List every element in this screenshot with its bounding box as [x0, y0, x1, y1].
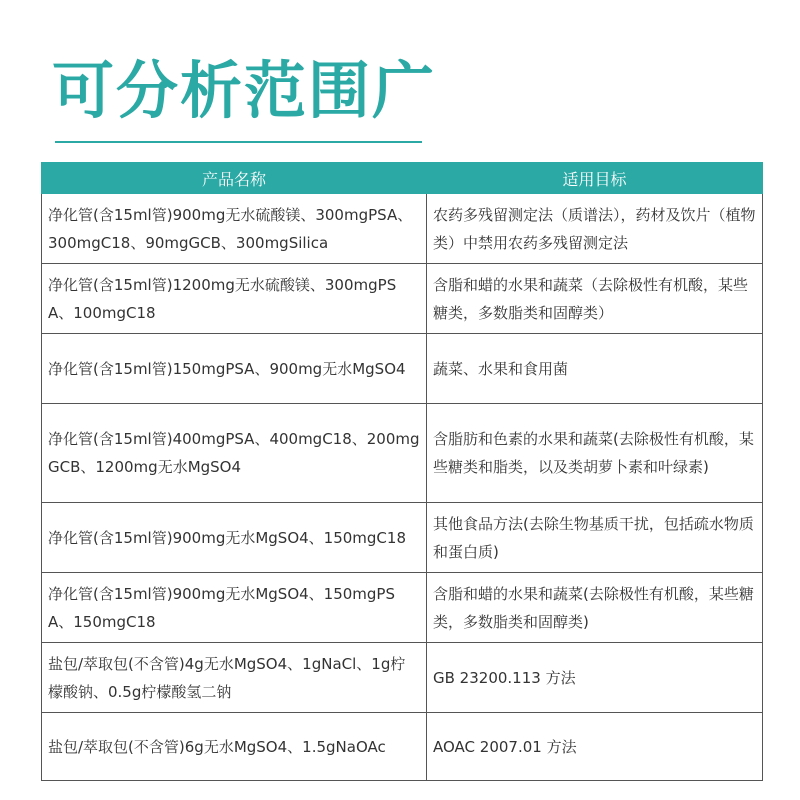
target-cell: 含脂和蜡的水果和蔬菜(去除极性有机酸，某些糖类，多数脂类和固醇类): [427, 573, 763, 643]
table-row: [42, 503, 763, 573]
table-row: [42, 404, 763, 503]
table-header-row: [42, 163, 763, 194]
product-cell: 盐包/萃取包(不含管)4g无水MgSO4、1gNaCl、1g柠檬酸钠、0.5g柠檬酸氢二钠: [42, 643, 427, 713]
table-row: [42, 573, 763, 643]
product-cell: 净化管(含15ml管)900mg无水硫酸镁、300mgPSA、300mgC18、90mgGCB、300mgSilica: [42, 194, 427, 264]
table-row: [42, 713, 763, 781]
table-row: [42, 334, 763, 404]
product-cell: 盐包/萃取包(不含管)6g无水MgSO4、1.5gNaOAc: [42, 713, 427, 781]
target-cell: 含脂和蜡的水果和蔬菜（去除极性有机酸，某些糖类，多数脂类和固醇类）: [427, 264, 763, 334]
target-cell: 蔬菜、水果和食用菌: [427, 334, 763, 404]
header-target: 适用目标: [427, 163, 763, 194]
table-row: [42, 194, 763, 264]
target-cell: 农药多残留测定法（质谱法），药材及饮片（植物类）中禁用农药多残留测定法: [427, 194, 763, 264]
page-title: 可分析范围广: [52, 54, 437, 127]
table-row: [42, 643, 763, 713]
target-cell: AOAC 2007.01 方法: [427, 713, 763, 781]
product-cell: 净化管(含15ml管)900mg无水MgSO4、150mgPSA、150mgC18: [42, 573, 427, 643]
product-table: [41, 162, 763, 781]
product-cell: 净化管(含15ml管)1200mg无水硫酸镁、300mgPSA、100mgC18: [42, 264, 427, 334]
title-underline: [55, 141, 422, 143]
product-cell: 净化管(含15ml管)400mgPSA、400mgC18、200mgGCB、1200mg无水MgSO4: [42, 404, 427, 503]
target-cell: 其他食品方法(去除生物基质干扰，包括疏水物质和蛋白质): [427, 503, 763, 573]
table-row: [42, 264, 763, 334]
product-cell: 净化管(含15ml管)900mg无水MgSO4、150mgC18: [42, 503, 427, 573]
product-cell: 净化管(含15ml管)150mgPSA、900mg无水MgSO4: [42, 334, 427, 404]
target-cell: GB 23200.113 方法: [427, 643, 763, 713]
header-product-name: 产品名称: [42, 163, 427, 194]
target-cell: 含脂肪和色素的水果和蔬菜(去除极性有机酸，某些糖类和脂类，以及类胡萝卜素和叶绿素): [427, 404, 763, 503]
